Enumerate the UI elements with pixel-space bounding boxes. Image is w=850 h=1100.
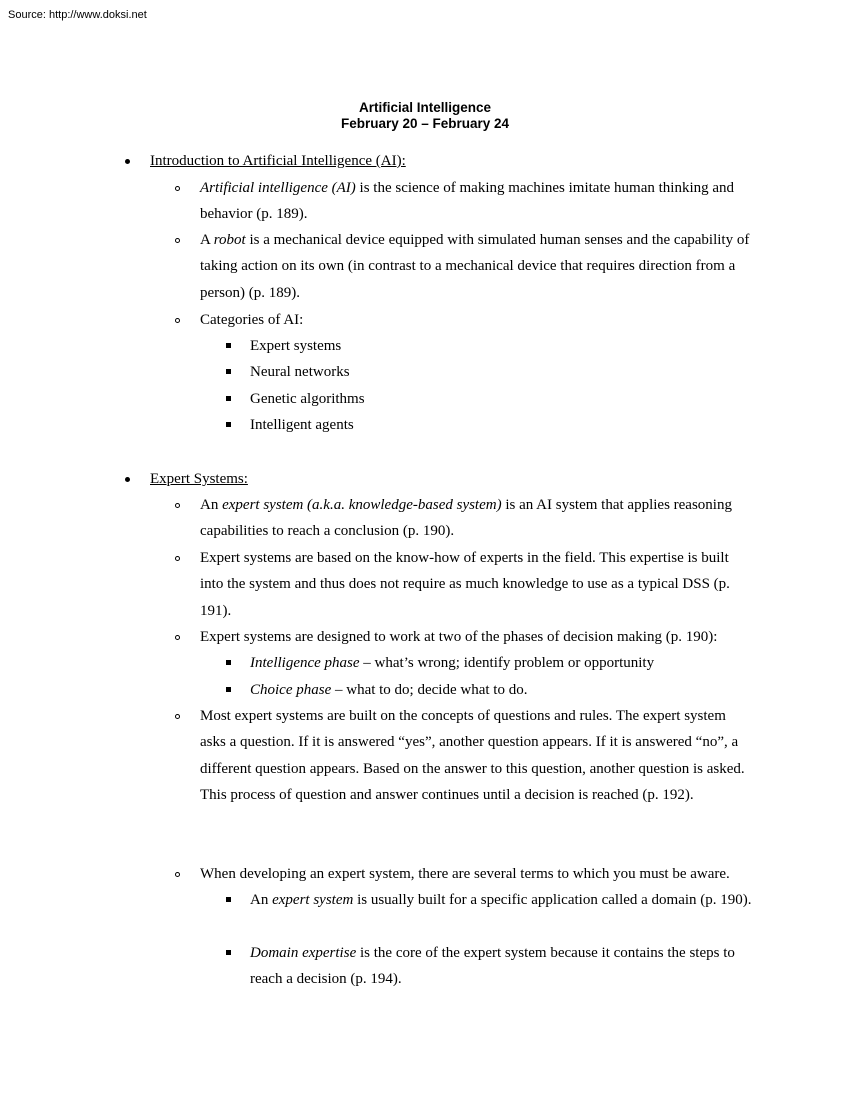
category-item: Neural networks [250,364,350,380]
intro-p2-text: is a mechanical device equipped with simulated human senses and the capability of taking action on its own (in contrast to a mechanical device that requires direction from a person) (p. 189). [200,232,750,301]
term-intelligence-phase: Intelligence phase [250,655,360,671]
intro-paragraph-ai [200,175,755,228]
term-text: is usually built for a specific application called a domain (p. 190). [353,892,752,908]
square-bullet-icon [226,343,231,348]
circle-bullet-icon [175,714,180,719]
term-ai: Artificial intelligence (AI) [200,180,356,196]
expert-paragraph-questions-rules: Most expert systems are built on the concepts of questions and rules. The expert system asks a question. If it is answered “yes”, another question appears. If it is answered “no”, a different question appears. Based on the answer to this question, another question is asked. This process of question and answer continues until a decision is reached (p. 192). [200,708,745,804]
square-bullet-icon [226,369,231,374]
term-choice-phase: Choice phase [250,682,332,698]
circle-bullet-icon [175,186,180,191]
circle-bullet-icon [175,556,180,561]
intro-p2-pre: A [200,232,214,248]
phase-text: – what to do; decide what to do. [331,682,528,698]
expert-paragraph-definition [200,492,755,545]
page-subtitle-dates: February 20 – February 24 [340,116,510,131]
expert-paragraph-terms: When developing an expert system, there are several terms to which you must be aware. [200,866,730,882]
square-bullet-icon [226,897,231,902]
phase-item [250,677,755,703]
square-bullet-icon [226,396,231,401]
expert-p1-pre: An [200,497,223,513]
expert-p1-text: is an AI system that applies reasoning capabilities to reach a conclusion (p. 190). [200,497,732,540]
intro-paragraph-categories: Categories of AI: [200,312,304,328]
term-item [250,940,755,993]
phase-item [250,650,755,676]
category-item: Expert systems [250,338,342,354]
term-expert-system: expert system (a.k.a. knowledge-based system) [222,497,502,513]
square-bullet-icon [226,687,231,692]
square-bullet-icon [226,422,231,427]
square-bullet-icon [226,660,231,665]
term-robot: robot [213,232,246,248]
phase-text: – what’s wrong; identify problem or opportunity [359,655,655,671]
circle-bullet-icon [175,635,180,640]
circle-bullet-icon [175,503,180,508]
intro-paragraph-robot [200,227,755,306]
circle-bullet-icon [175,872,180,877]
page-title: Artificial Intelligence [358,100,492,115]
term-text: is the core of the expert system because it contains the steps to reach a decision (p. 194). [250,945,735,988]
term-domain-expertise: Domain expertise [250,945,357,961]
source-label: Source: http://www.doksi.net [8,9,147,21]
bullet-icon [125,477,130,482]
circle-bullet-icon [175,238,180,243]
expert-paragraph-knowhow: Expert systems are based on the know-how of experts in the field. This expertise is built into the system and thus does not require as much knowledge to use as a typical DSS (p. 191). [200,550,730,619]
circle-bullet-icon [175,318,180,323]
square-bullet-icon [226,950,231,955]
section-heading-expert-systems: Expert Systems: [150,471,248,487]
category-item: Genetic algorithms [250,391,365,407]
bullet-icon [125,159,130,164]
term-expert-system-2: expert system [272,892,354,908]
term-pre: An [250,892,273,908]
intro-p1-text: is the science of making machines imitate human thinking and behavior (p. 189). [200,180,735,223]
section-heading-intro: Introduction to Artificial Intelligence (AI): [150,153,406,169]
category-item: Intelligent agents [250,417,354,433]
term-item [250,887,755,913]
expert-paragraph-phases: Expert systems are designed to work at two of the phases of decision making (p. 190): [200,629,718,645]
